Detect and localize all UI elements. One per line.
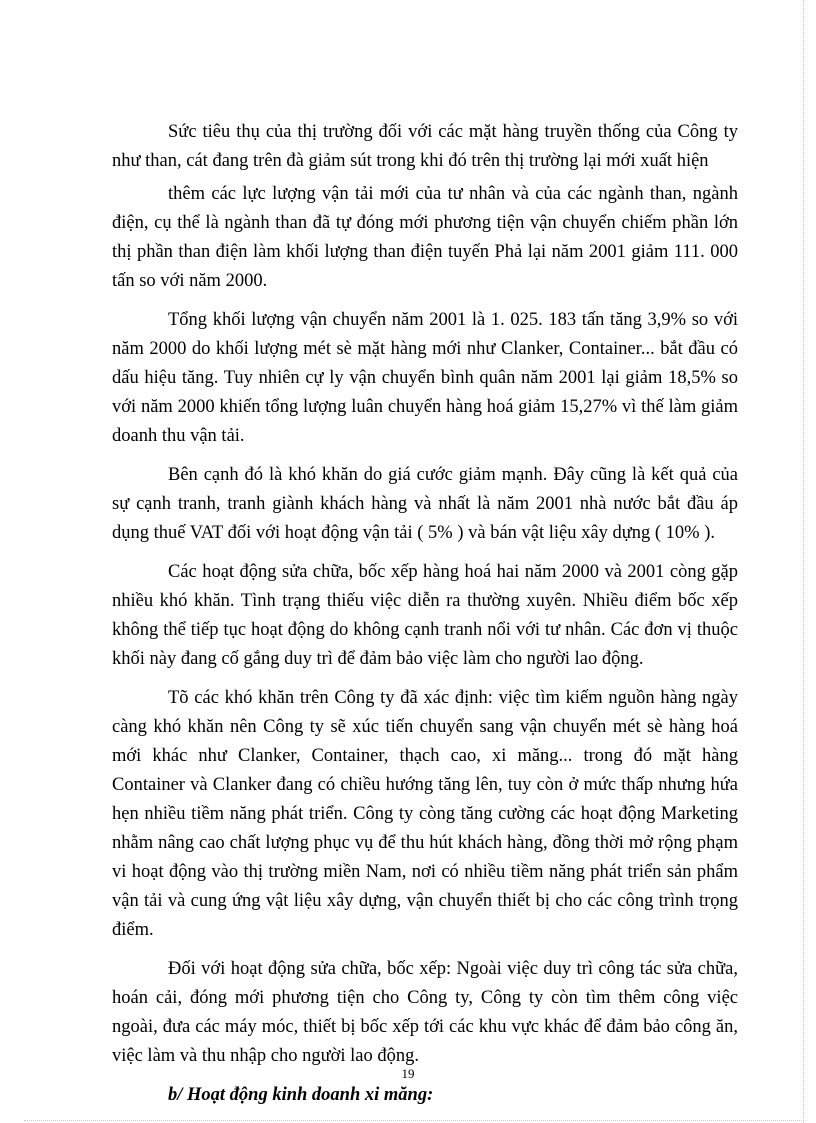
paragraph-company-strategy: Tõ các khó khăn trên Công ty đã xác định: việc tìm kiếm nguồn hàng ngày càng khó khăn nên Công ty sẽ xúc tiến chuyển sang vận chuyển mét sè hàng hoá mới khác như Clanker, Container, thạch cao, xi măng... trong đó mặt hàng Container và Clanker đang có chiều hướng tăng lên, tuy còn ở mức thấp nhưng hứa hẹn nhiều tiềm năng phát triển. Công ty còng tăng cường các hoạt động Marketing nhằm nâng cao chất lượng phục vụ để thu hút khách hàng, đồng thời mở rộng phạm vi hoạt động vào thị trường miền Nam, nơi có nhiều tiềm năng phát triển sản phẩm vận tải và cung ứng vật liệu xây dựng, vận chuyển thiết bị cho các công trình trọng điểm. xyxy=(112,688,738,940)
paragraph-repair-loading: Các hoạt động sửa chữa, bốc xếp hàng hoá hai năm 2000 và 2001 còng gặp nhiều khó khăn. Tình trạng thiếu việc diễn ra thường xuyên. Nhiều điểm bốc xếp không thể tiếp tục hoạt động do không cạnh tranh nổi với tư nhân. Các đơn vị thuộc khối này đang cố gắng duy trì để đảm bảo việc làm cho người lao động. xyxy=(112,562,738,669)
document-body xyxy=(112,118,738,1120)
paragraph-total-volume: Tổng khối lượng vận chuyển năm 2001 là 1. 025. 183 tấn tăng 3,9% so với năm 2000 do khối lượng mét sè mặt hàng mới như Clanker, Container... bắt đầu có dấu hiệu tăng. Tuy nhiên cự ly vận chuyển bình quân năm 2001 lại giảm 18,5% so với năm 2000 khiến tổng lượng luân chuyển hàng hoá giảm 15,27% vì thế làm giảm doanh thu vận tải. xyxy=(112,310,738,446)
paragraph-freight-rates: Bên cạnh đó là khó khăn do giá cước giảm mạnh. Đây cũng là kết quả của sự cạnh tranh, tranh giành khách hàng và nhất là năm 2001 nhà nước bắt đầu áp dụng thuế VAT đối với hoạt động vận tải ( 5% ) và bán vật liệu xây dựng ( 10% ). xyxy=(112,465,738,543)
paragraph-new-transport-forces: thêm các lực lượng vận tải mới của tư nhân và của các ngành than, ngành điện, cụ thể là ngành than đã tự đóng mới phương tiện vận chuyển chiếm phần lớn thị phần than điện làm khối lượng than điện tuyến Phả lại năm 2001 giảm 111. 000 tấn so với năm 2000. xyxy=(112,184,738,291)
page-number: 19 xyxy=(401,1066,415,1081)
section-heading: b/ Hoạt động kinh doanh xi măng: xyxy=(168,1085,434,1105)
paragraph-consumption: Sức tiêu thụ của thị trường đối với các mặt hàng truyền thống của Công ty như than, cát đang trên đà giảm sút trong khi đó trên thị trường lại mới xuất hiện xyxy=(112,122,738,171)
page-border-right xyxy=(803,0,804,1123)
page-border-bottom xyxy=(24,1120,804,1121)
paragraph-repair-activities: Đối với hoạt động sửa chữa, bốc xếp: Ngoài việc duy trì công tác sửa chữa, hoán cải, đóng mới phương tiện cho Công ty, Công ty còn tìm thêm công việc ngoài, đưa các máy móc, thiết bị bốc xếp tới các khu vực khác để đảm bảo công ăn, việc làm và thu nhập cho người lao động. xyxy=(112,959,738,1066)
